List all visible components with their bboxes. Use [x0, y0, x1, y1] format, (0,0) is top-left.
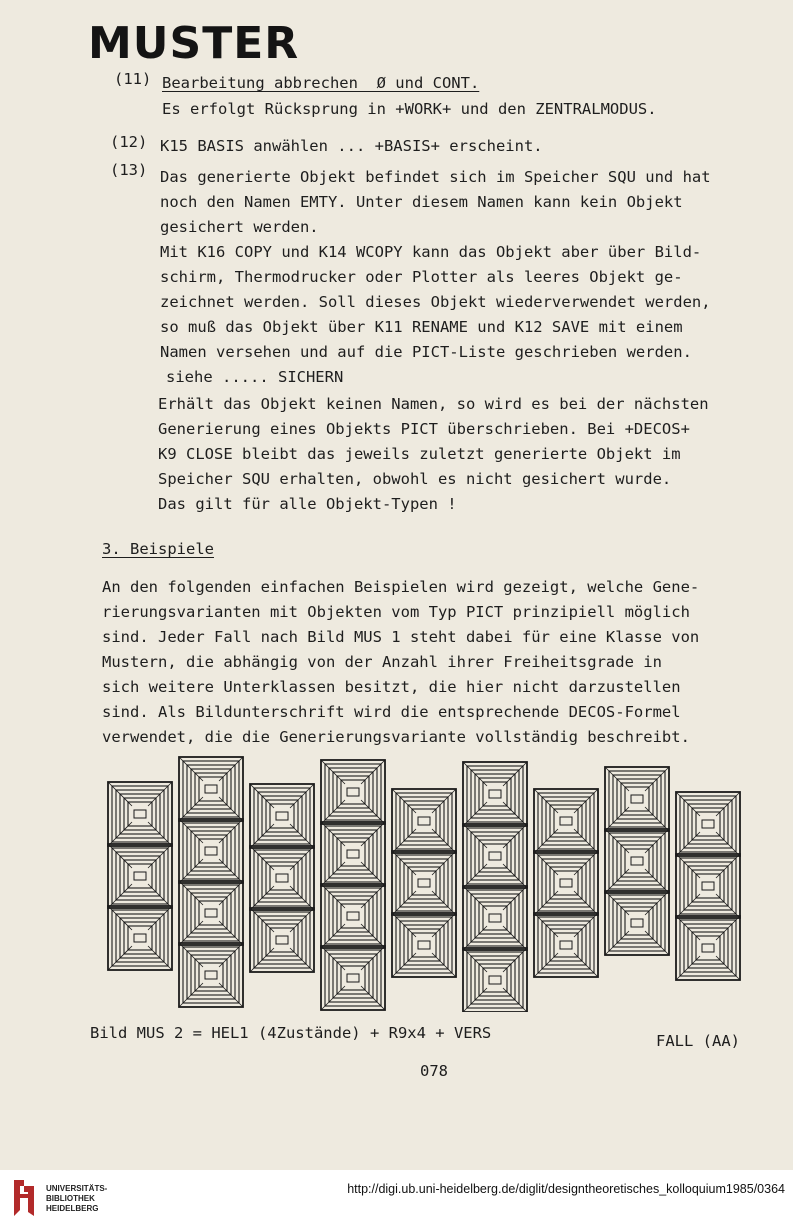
pattern-tile	[108, 844, 172, 908]
pattern-tile	[392, 913, 456, 977]
pattern-tile	[321, 884, 385, 948]
item-13-line-14: Das gilt für alle Objekt-Typen !	[158, 495, 457, 513]
section-line-6: sind. Als Bildunterschrift wird die entsprechende DECOS-Formel	[102, 703, 681, 721]
section-line-7: verwendet, die die Generierungsvariante vollständig beschreibt.	[102, 728, 690, 746]
pattern-tile	[534, 851, 598, 915]
pattern-tile	[676, 854, 740, 918]
library-name-line-1: UNIVERSITÄTS-	[46, 1184, 108, 1193]
pattern-tile	[463, 762, 527, 826]
section-line-3: sind. Jeder Fall nach Bild MUS 1 steht dabei für eine Klasse von	[102, 628, 700, 646]
pattern-tile	[321, 946, 385, 1010]
item-13-line-5: schirm, Thermodrucker oder Plotter als leeres Objekt ge-	[160, 268, 683, 286]
section-line-5: sich weitere Unterklassen besitzt, die hier nicht darzustellen	[102, 678, 681, 696]
item-13-line-1: Das generierte Objekt befindet sich im Speicher SQU und hat	[160, 168, 711, 186]
page-number: 078	[420, 1062, 448, 1080]
item-11-line-2: Es erfolgt Rücksprung in +WORK+ und den ZENTRALMODUS.	[162, 100, 657, 118]
pattern-tile	[250, 908, 314, 972]
item-number-11: (11)	[114, 70, 152, 88]
library-name-line-3: HEIDELBERG	[46, 1204, 99, 1213]
section-line-1: An den folgenden einfachen Beispielen wird gezeigt, welche Gene-	[102, 578, 700, 596]
item-12-line-1: K15 BASIS anwählen ... +BASIS+ erscheint.	[160, 137, 543, 155]
pattern-tile	[534, 789, 598, 853]
item-13-line-4: Mit K16 COPY und K14 WCOPY kann das Objekt aber über Bild-	[160, 243, 702, 261]
pattern-tile	[321, 760, 385, 824]
pattern-tile	[463, 824, 527, 888]
pattern-tile	[605, 767, 669, 831]
pattern-tile	[534, 913, 598, 977]
pattern-tile	[676, 792, 740, 856]
item-13-line-6: zeichnet werden. Soll dieses Objekt wiederverwendet werden,	[160, 293, 711, 311]
item-13-line-11: Generierung eines Objekts PICT überschrieben. Bei +DECOS+	[158, 420, 690, 438]
section-line-4: Mustern, die abhängig von der Anzahl ihrer Freiheitsgrade in	[102, 653, 662, 671]
pattern-tile	[250, 784, 314, 848]
pattern-tile	[676, 916, 740, 980]
library-footer	[0, 1170, 793, 1227]
item-13-line-9: siehe ..... SICHERN	[166, 368, 344, 386]
pattern-tile	[179, 881, 243, 945]
pattern-tile	[463, 948, 527, 1012]
section-line-2: rierungsvarianten mit Objekten vom Typ PICT prinzipiell möglich	[102, 603, 690, 621]
pattern-tile	[179, 943, 243, 1007]
pattern-tile	[250, 846, 314, 910]
item-13-line-10: Erhält das Objekt keinen Namen, so wird es bei der nächsten	[158, 395, 709, 413]
page-header-title: MUSTER	[88, 18, 300, 69]
pattern-tile	[392, 789, 456, 853]
pattern-tile	[179, 819, 243, 883]
library-name-line-2: BIBLIOTHEK	[46, 1194, 95, 1203]
item-number-12: (12)	[110, 133, 148, 151]
pattern-tile	[605, 829, 669, 893]
figure-caption: Bild MUS 2 = HEL1 (4Zustände) + R9x4 + VERS	[90, 1024, 492, 1042]
pattern-tile	[321, 822, 385, 886]
source-url-link[interactable]: http://digi.ub.uni-heidelberg.de/diglit/designtheoretisches_kolloquium1985/0364	[347, 1182, 785, 1196]
item-13-line-7: so muß das Objekt über K11 RENAME und K12 SAVE mit einem	[160, 318, 683, 336]
library-name	[46, 1184, 107, 1214]
item-13-line-3: gesichert werden.	[160, 218, 319, 236]
figure-case-label: FALL (AA)	[656, 1032, 740, 1050]
item-13-line-12: K9 CLOSE bleibt das jeweils zuletzt generierte Objekt im	[158, 445, 681, 463]
pattern-tile	[605, 891, 669, 955]
pattern-tile	[179, 757, 243, 821]
section-heading: 3. Beispiele	[102, 540, 214, 558]
pattern-tile	[108, 782, 172, 846]
pattern-tile	[108, 906, 172, 970]
university-library-logo-icon	[10, 1178, 38, 1218]
item-13-line-8: Namen versehen und auf die PICT-Liste geschrieben werden.	[160, 343, 692, 361]
item-13-line-13: Speicher SQU erhalten, obwohl es nicht gesichert wurde.	[158, 470, 672, 488]
item-number-13: (13)	[110, 161, 148, 179]
item-13-line-2: noch den Namen EMTY. Unter diesem Namen kann kein Objekt	[160, 193, 683, 211]
pattern-tile	[392, 851, 456, 915]
pattern-tile	[463, 886, 527, 950]
item-11-line-1: Bearbeitung abbrechen Ø und CONT.	[162, 74, 480, 92]
pattern-figure	[104, 756, 746, 1012]
